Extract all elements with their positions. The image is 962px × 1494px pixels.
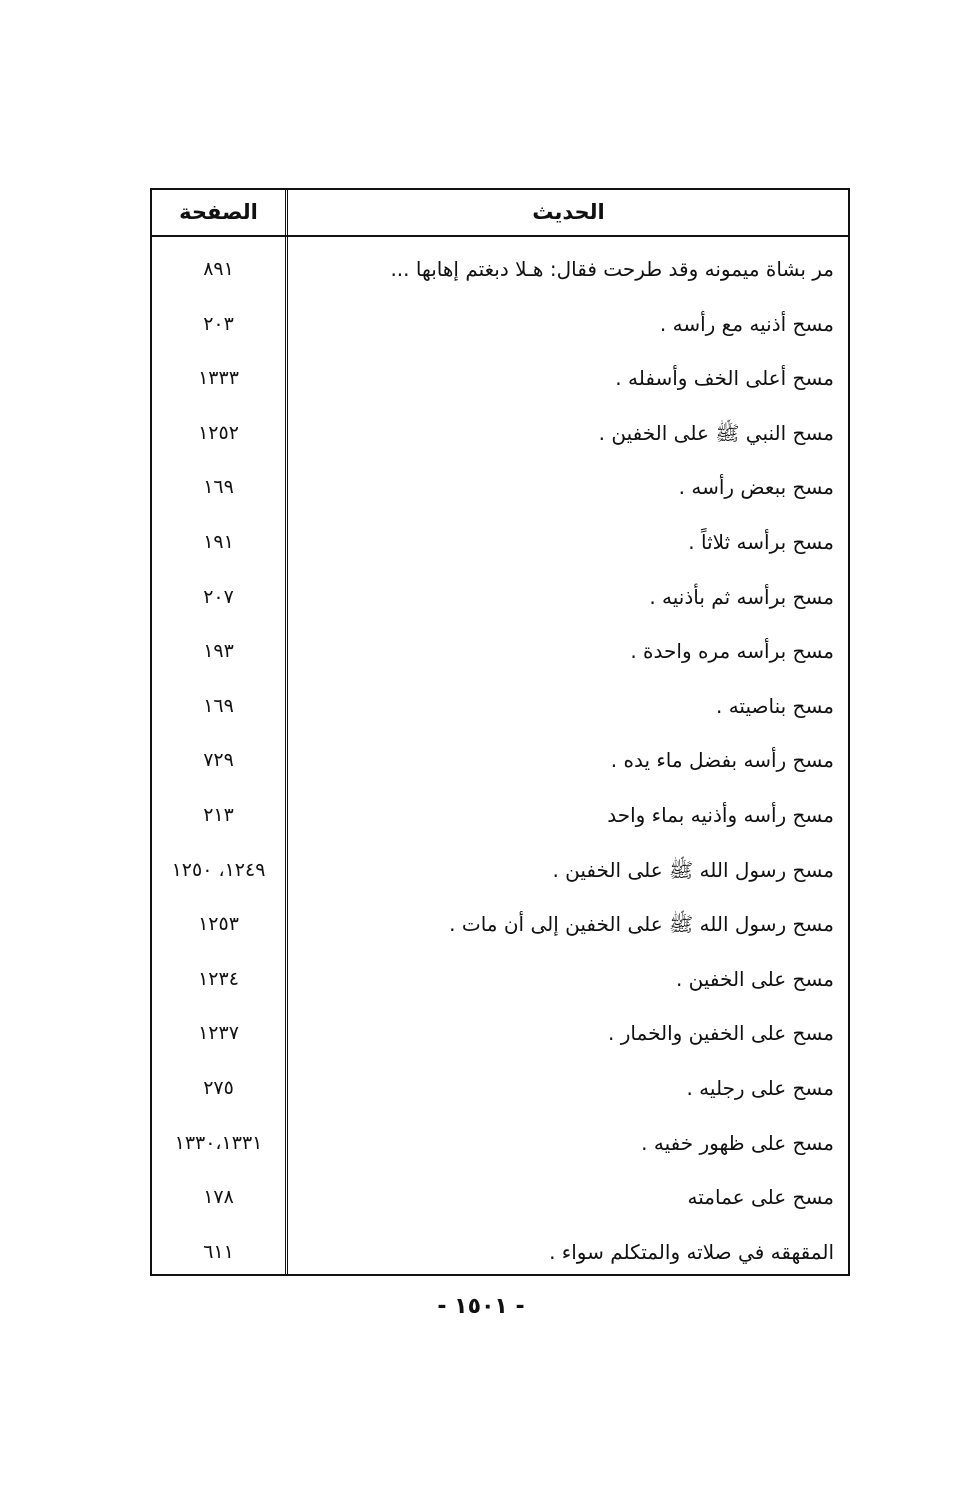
page-ref: ١٢٥٢ <box>198 421 239 444</box>
hadith-text: مسح ببعض رأسه . <box>678 475 834 500</box>
hadith-text: مسح بناصيته . <box>715 693 834 718</box>
page-ref: ١٢٥٣ <box>198 913 239 936</box>
table-row <box>152 1061 848 1116</box>
hadith-text: مسح على ظهور خفيه . <box>641 1130 834 1155</box>
hadith-text: مسح رسول الله ﷺ على الخفين إلى أن مات . <box>449 912 834 937</box>
hadith-text: مر بشاة ميمونه وقد طرحت فقال: هـلا دبغتم إهابها ... <box>390 257 834 281</box>
table-row <box>152 897 848 952</box>
table-row <box>152 515 848 570</box>
header-page: الصفحة <box>179 200 258 224</box>
page-ref: ١٦٩ <box>203 476 234 499</box>
page-ref: ١٦٩ <box>203 694 234 717</box>
hadith-text: مسح على عمامته <box>687 1185 834 1210</box>
hadith-index-table <box>150 188 850 1276</box>
table-row <box>152 952 848 1007</box>
table-row <box>152 624 848 679</box>
header-divider <box>152 235 848 237</box>
hadith-text: مسح رأسه بفضل ماء يده . <box>610 748 834 773</box>
table-body <box>152 242 848 1279</box>
table-row <box>152 1225 848 1280</box>
page-ref: ١٢٣٧ <box>198 1022 239 1045</box>
hadith-text: مسح على الخفين والخمار . <box>608 1021 834 1046</box>
page-ref: ٢٧٥ <box>203 1076 234 1099</box>
hadith-text: مسح رأسه وأذنيه بماء واحد <box>607 802 834 827</box>
table-row <box>152 843 848 898</box>
hadith-text: مسح برأسه ثلاثاً . <box>688 529 834 554</box>
page-number: - ١٥٠١ - <box>437 1294 525 1319</box>
hadith-text: المقهقه في صلاته والمتكلم سواء . <box>549 1239 834 1264</box>
page-ref: ١٩٣ <box>203 640 234 663</box>
table-row <box>152 788 848 843</box>
table-row <box>152 570 848 625</box>
page-ref: ١٢٣٤ <box>198 967 239 990</box>
page-ref: ٧٢٩ <box>203 749 234 772</box>
table-row <box>152 460 848 515</box>
hadith-text: مسح النبي ﷺ على الخفين . <box>598 420 834 445</box>
hadith-text: مسح على الخفين . <box>675 966 834 991</box>
hadith-text: مسح على رجليه . <box>686 1075 834 1100</box>
page-ref: ١٢٤٩، ١٢٥٠ <box>171 858 266 881</box>
table-row <box>152 1170 848 1225</box>
page-ref: ١٣٣٣ <box>198 367 239 390</box>
hadith-text: مسح أذنيه مع رأسه . <box>659 311 834 336</box>
hadith-text: مسح أعلى الخف وأسفله . <box>615 366 834 391</box>
hadith-text: مسح رسول الله ﷺ على الخفين . <box>552 857 834 882</box>
page-ref: ١٩١ <box>203 530 234 553</box>
table-row <box>152 351 848 406</box>
header-hadith: الحديث <box>532 200 605 224</box>
table-row <box>152 1116 848 1171</box>
hadith-text: مسح برأسه ثم بأذنيه . <box>649 584 834 609</box>
table-row <box>152 679 848 734</box>
page-ref: ٨٩١ <box>203 258 234 280</box>
page-ref: ١٧٨ <box>203 1186 234 1209</box>
page-ref: ٢١٣ <box>203 803 234 826</box>
table-row <box>152 406 848 461</box>
hadith-text: مسح برأسه مره واحدة . <box>630 639 834 664</box>
page-ref: ١٣٣٠،١٣٣١ <box>174 1131 263 1154</box>
page-ref: ٢٠٧ <box>203 585 234 608</box>
table-row <box>152 1006 848 1061</box>
table-row <box>152 733 848 788</box>
page-ref: ٦١١ <box>203 1240 234 1263</box>
page-ref: ٢٠٣ <box>203 312 234 335</box>
table-row <box>152 242 848 297</box>
table-row <box>152 297 848 352</box>
